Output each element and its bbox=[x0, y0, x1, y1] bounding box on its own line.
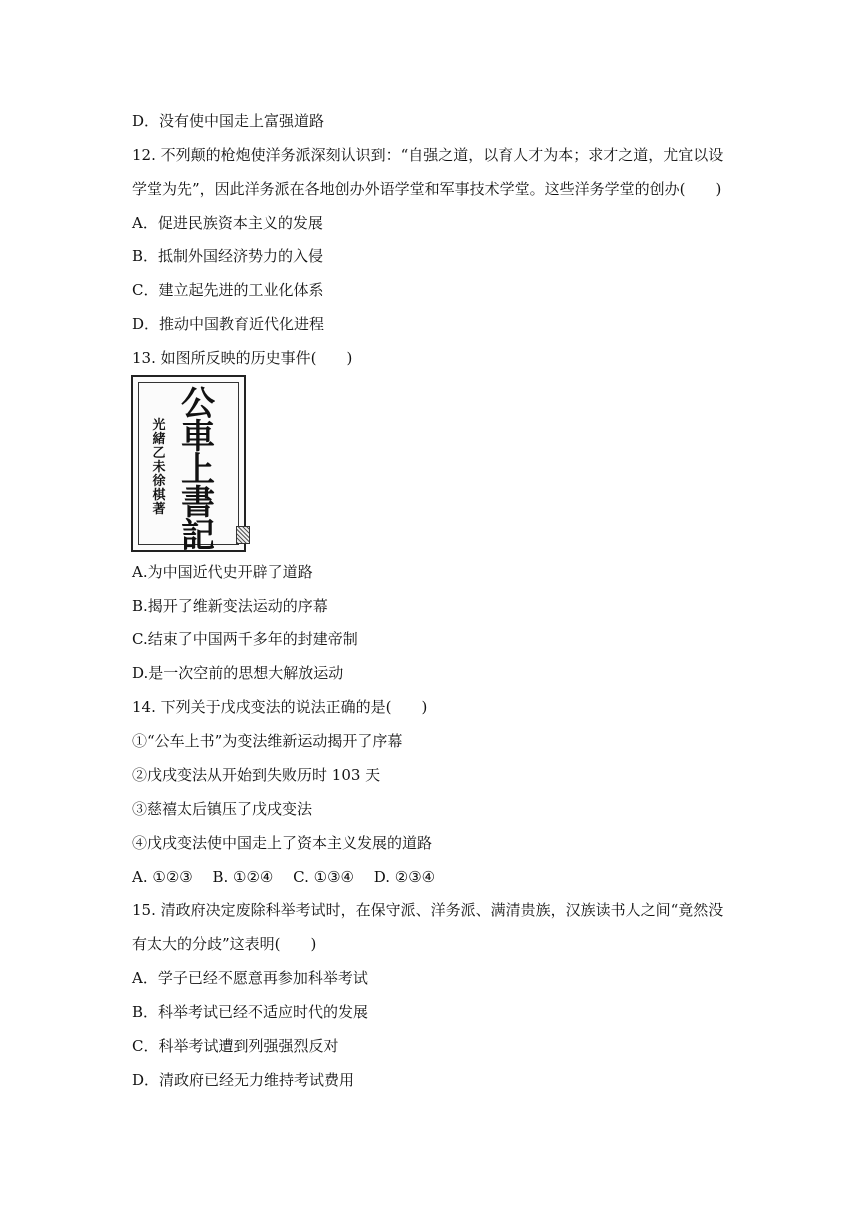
cover-side-char: 棋 bbox=[152, 488, 166, 503]
q14-stem: 14. 下列关于戊戌变法的说法正确的是( ) bbox=[132, 698, 428, 716]
q12-option-d: D．推动中国教育近代化进程 bbox=[132, 315, 325, 333]
q15-option-b: B．科举考试已经不适应时代的发展 bbox=[132, 1003, 369, 1021]
cover-side-char: 緒 bbox=[152, 432, 166, 447]
seal-stamp bbox=[236, 526, 250, 544]
q14-options: A. ①②③ B. ①②④ C. ①③④ D. ②③④ bbox=[132, 868, 436, 886]
cover-side-char: 徐 bbox=[152, 474, 166, 489]
cover-inner-frame bbox=[138, 382, 239, 556]
q12-stem-2: 学堂为先”，因此洋务派在各地创办外语学堂和军事技术学堂。这些洋务学堂的创办( ) bbox=[132, 180, 722, 198]
q13-option-c: C.结束了中国两千多年的封建帝制 bbox=[132, 630, 358, 648]
q14-item-4: ④戊戌变法使中国走上了资本主义发展的道路 bbox=[132, 834, 433, 852]
q15-option-a: A．学子已经不愿意再参加科举考试 bbox=[132, 969, 368, 987]
cover-title-char: 書 bbox=[181, 483, 215, 523]
q14-item-3: ③慈禧太后镇压了戊戌变法 bbox=[132, 800, 313, 818]
cover-title-char: 上 bbox=[181, 450, 215, 490]
q14-item-1: ①“公车上书”为变法维新运动揭开了序幕 bbox=[132, 732, 403, 750]
q12-option-a: A．促进民族资本主义的发展 bbox=[132, 214, 323, 232]
q15-stem-1: 15. 清政府决定废除科举考试时，在保守派、洋务派、满清贵族，汉族读书人之间“竟然没 bbox=[132, 901, 724, 919]
q13-stem: 13. 如图所反映的历史事件( ) bbox=[132, 349, 353, 367]
q15-option-d: D．清政府已经无力维持考试费用 bbox=[132, 1071, 355, 1089]
q15-stem-2: 有太大的分歧”这表明( ) bbox=[132, 935, 317, 953]
gongche-shangshu-ji-cover-image bbox=[131, 375, 246, 556]
cover-title-char: 記 bbox=[181, 516, 215, 556]
cover-side-char: 未 bbox=[152, 460, 166, 475]
cover-title-char: 車 bbox=[181, 417, 215, 457]
q12-option-b: B．抵制外国经济势力的入侵 bbox=[132, 247, 324, 265]
cover-title-char: 公 bbox=[181, 384, 215, 424]
q13-option-d: D.是一次空前的思想大解放运动 bbox=[132, 664, 344, 682]
q13-option-b: B.揭开了维新变法运动的序幕 bbox=[132, 597, 328, 615]
q12-stem-1: 12. 不列颠的枪炮使洋务派深刻认识到：“自强之道，以育人才为本；求才之道，尤宜以设 bbox=[132, 146, 724, 164]
q12-option-c: C．建立起先进的工业化体系 bbox=[132, 281, 324, 299]
cover-side-char: 乙 bbox=[152, 446, 166, 461]
q13-option-a: A.为中国近代史开辟了道路 bbox=[132, 563, 313, 581]
q15-option-c: C．科举考试遭到列强强烈反对 bbox=[132, 1037, 339, 1055]
line-d-prev: D．没有使中国走上富强道路 bbox=[132, 112, 325, 130]
q14-item-2: ②戊戌变法从开始到失败历时 103 天 bbox=[132, 766, 381, 784]
cover-side-char: 光 bbox=[152, 418, 166, 433]
cover-side-char: 著 bbox=[152, 502, 166, 517]
